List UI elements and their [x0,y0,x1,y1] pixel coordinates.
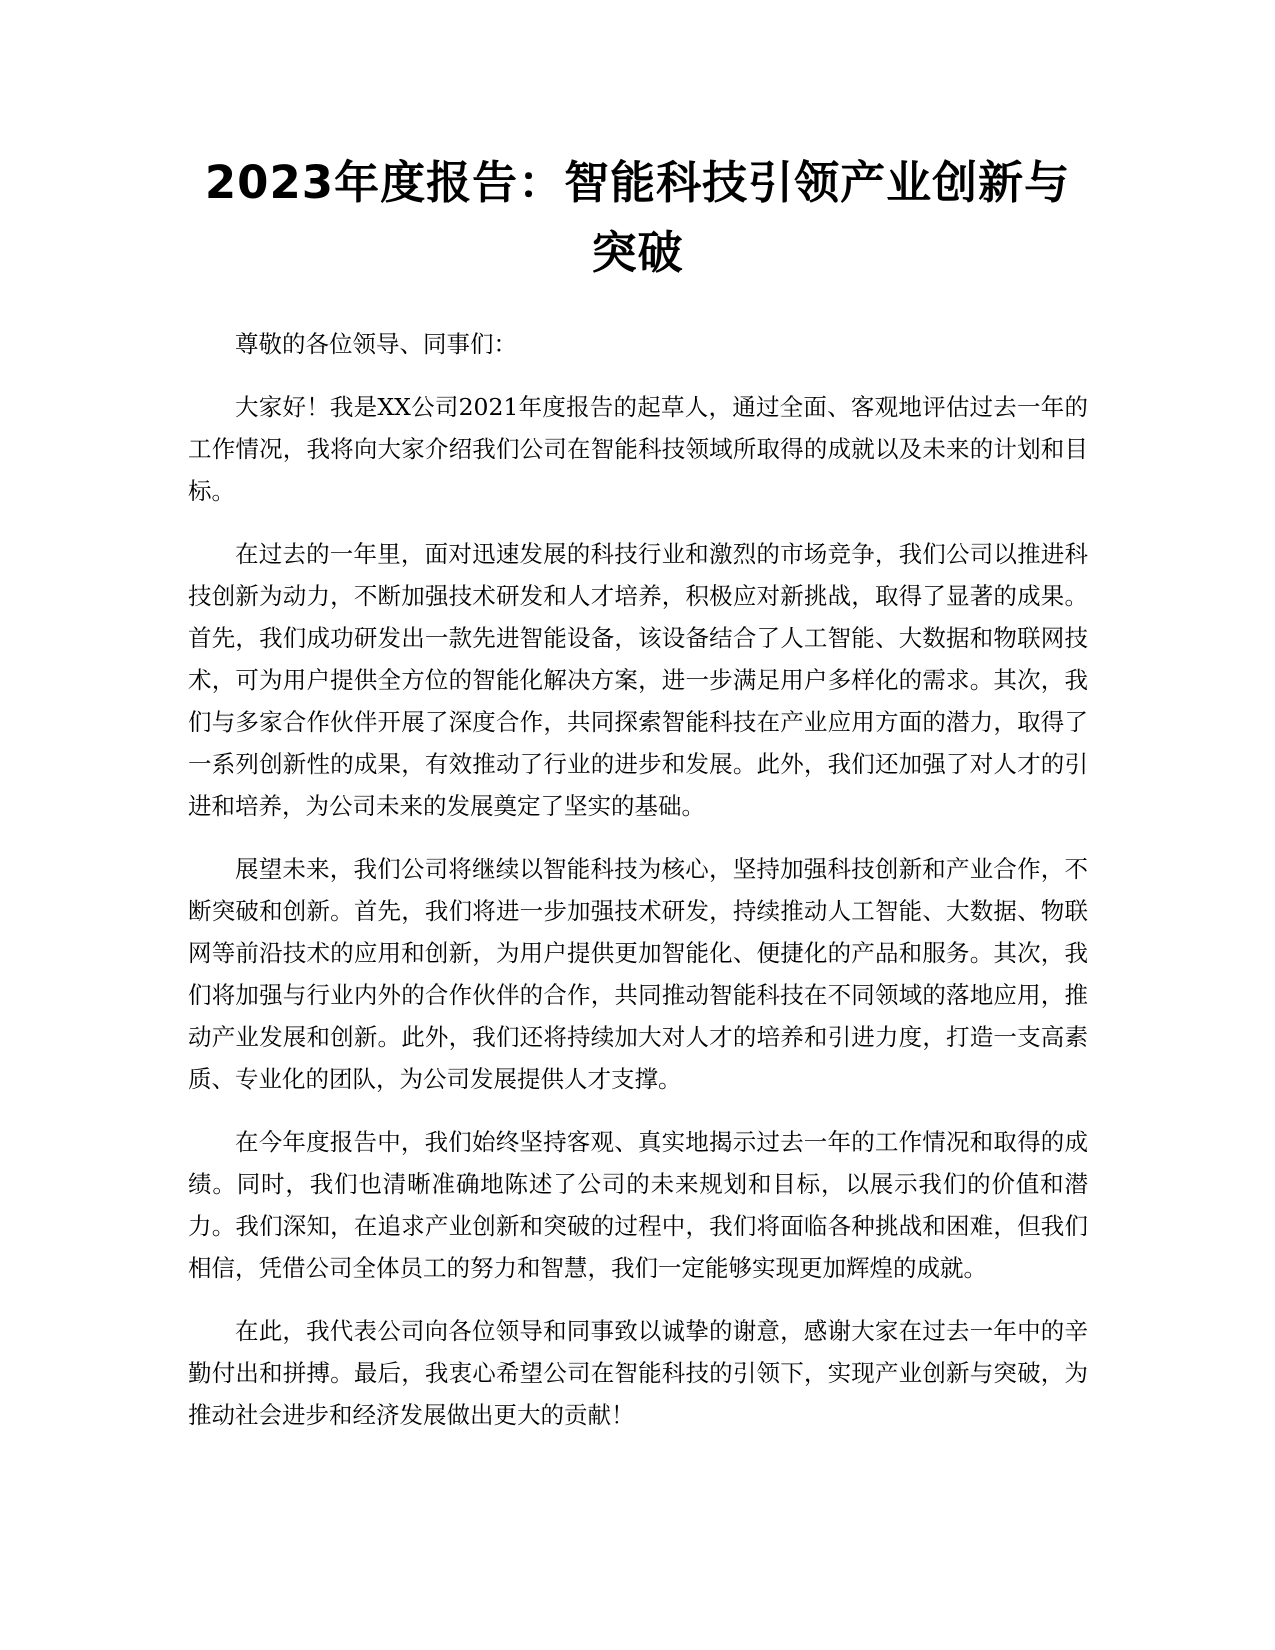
paragraph-closing: 在此，我代表公司向各位领导和同事致以诚挚的谢意，感谢大家在过去一年中的辛勤付出和拼搏。最后，我衷心希望公司在智能科技的引领下，实现产业创新与突破，为推动社会进步和经济发展做出更大的贡献！ [188,1317,1088,1429]
paragraph-intro: 大家好！我是XX公司2021年度报告的起草人，通过全面、客观地评估过去一年的工作情况，我将向大家介绍我们公司在智能科技领域所取得的成就以及未来的计划和目标。 [188,393,1088,505]
paragraph-summary: 在今年度报告中，我们始终坚持客观、真实地揭示过去一年的工作情况和取得的成绩。同时，我们也清晰准确地陈述了公司的未来规划和目标，以展示我们的价值和潜力。我们深知，在追求产业创新和突破的过程中，我们将面临各种挑战和困难，但我们相信，凭借公司全体员工的努力和智慧，我们一定能够实现更加辉煌的成就。 [188,1128,1088,1282]
salutation: 尊敬的各位领导、同事们： [235,330,517,358]
document-title: 2023年度报告：智能科技引领产业创新与突破 [204,156,1071,279]
paragraph-achievements: 在过去的一年里，面对迅速发展的科技行业和激烈的市场竞争，我们公司以推进科技创新为动力，不断加强技术研发和人才培养，积极应对新挑战，取得了显著的成果。首先，我们成功研发出一款先进智能设备，该设备结合了人工智能、大数据和物联网技术，可为用户提供全方位的智能化解决方案，进一步满足用户多样化的需求。其次，我们与多家合作伙伴开展了深度合作，共同探索智能科技在产业应用方面的潜力，取得了一系列创新性的成果，有效推动了行业的进步和发展。此外，我们还加强了对人才的引进和培养，为公司未来的发展奠定了坚实的基础。 [188,540,1088,820]
document-body [188,323,1088,1457]
paragraph-outlook: 展望未来，我们公司将继续以智能科技为核心，坚持加强科技创新和产业合作，不断突破和创新。首先，我们将进一步加强技术研发，持续推动人工智能、大数据、物联网等前沿技术的应用和创新，为用户提供更加智能化、便捷化的产品和服务。其次，我们将加强与行业内外的合作伙伴的合作，共同推动智能科技在不同领域的落地应用，推动产业发展和创新。此外，我们还将持续加大对人才的培养和引进力度，打造一支高素质、专业化的团队，为公司发展提供人才支撑。 [188,855,1088,1093]
